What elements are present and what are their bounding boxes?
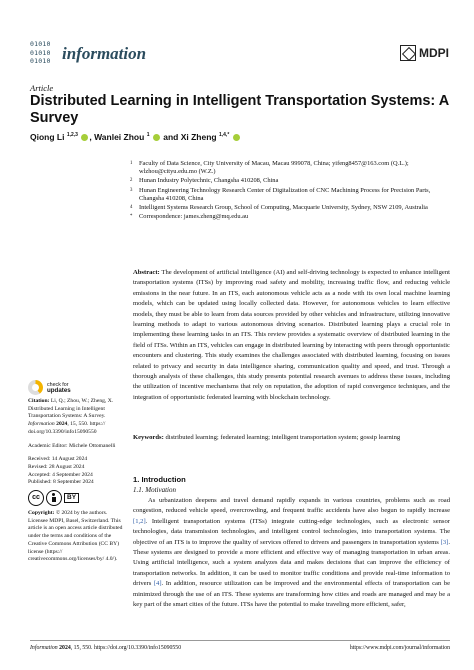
author-affil-sup: 1 — [146, 132, 150, 139]
check-updates-line2: updates — [47, 386, 71, 394]
journal-name[interactable]: information — [62, 44, 147, 63]
publisher-logo[interactable] — [400, 45, 449, 61]
footer-journal: Information — [30, 645, 58, 651]
affiliation-item — [130, 187, 450, 203]
article-type: Article — [30, 83, 54, 93]
article-title: Distributed Learning in Intelligent Transportation Systems: A Survey — [30, 93, 449, 126]
footer-divider — [30, 640, 450, 641]
affiliation-item — [130, 177, 450, 185]
copyright-label: Copyright: — [28, 510, 55, 517]
footer-doi[interactable]: , 15, 550. https://doi.org/10.3390/info15090550 — [70, 645, 182, 651]
affiliation-number: 3 — [130, 187, 133, 193]
citation-block — [28, 398, 126, 437]
orcid-icon[interactable] — [153, 134, 160, 141]
affiliation-item — [130, 160, 450, 176]
check-updates-line1: check for — [47, 381, 69, 388]
orcid-icon[interactable] — [233, 134, 240, 141]
keywords-label: Keywords: — [133, 434, 164, 441]
copyright-block — [28, 510, 126, 564]
mdpi-icon — [400, 45, 416, 61]
affiliation-number: * — [130, 214, 133, 220]
author-name[interactable]: Wanlei Zhou — [94, 132, 145, 142]
footer-journal-url[interactable]: https://www.mdpi.com/journal/information — [349, 645, 450, 651]
affiliation-text: Faculty of Data Science, City University of Macau, Macau 999078, China; yifeng8457@163.com (Q.L.); wlzhou@cityu.edu.mo (W.Z.) — [139, 160, 409, 176]
citation-text: Li, Q.; Zhou, W.; Zheng, X. Distributed Learning in Intelligent Transportation Systems: A Survey. — [28, 398, 114, 420]
body-paragraph — [133, 496, 450, 610]
section-heading: 1. Introduction — [133, 475, 186, 484]
check-updates-label — [47, 382, 71, 394]
author-list — [30, 132, 241, 142]
author-name[interactable]: Qiong Li — [30, 132, 65, 142]
journal-logo-icon — [30, 40, 60, 66]
affiliation-number: 2 — [130, 178, 133, 184]
citation-year: 2024 — [56, 421, 68, 428]
affiliation-number: 4 — [130, 205, 133, 211]
citation-link[interactable]: [3] — [440, 538, 449, 546]
attribution-icon — [46, 490, 62, 506]
author-affil-sup: 1,2,3 — [66, 132, 78, 139]
abstract — [133, 268, 450, 403]
author-affil-sup: 1,4,* — [218, 132, 230, 139]
cc-by-license-logo[interactable] — [28, 490, 126, 506]
logo-bits-row: 01010 — [30, 48, 51, 57]
footer-year: 2024 — [59, 645, 71, 651]
date-received: Received: 14 August 2024 — [28, 456, 88, 463]
citation-link[interactable]: [4] — [153, 580, 162, 588]
logo-bits-row: 01010 — [30, 40, 51, 48]
abstract-label: Abstract: — [133, 269, 160, 276]
keywords-text: distributed learning; federated learning; intelligent transportation system; gossip learning — [165, 434, 401, 441]
footer-citation — [30, 645, 181, 651]
orcid-icon[interactable] — [81, 134, 88, 141]
citation-doi[interactable]: , 15, 550. https:// doi.org/10.3390/info15090550 — [28, 421, 106, 435]
correspondence-text[interactable]: Correspondence: james.zheng@mq.edu.au — [139, 213, 249, 221]
sidebar-info — [28, 398, 126, 564]
citation-journal: Information — [28, 421, 55, 428]
citation-link[interactable]: [1,2] — [133, 517, 146, 525]
affiliation-text: Hunan Engineering Technology Research Center of Digitalization of CNC Machining Process for Precision Parts, Changsha 410208, China — [139, 186, 431, 202]
check-for-updates-button[interactable] — [28, 380, 71, 395]
author-separator: , — [89, 132, 92, 142]
date-revised: Revised: 28 August 2024 — [28, 463, 85, 470]
body-text-segment: . Intelligent transportation systems (ITSs) integrate cutting-edge technologies, such as electronic sensor technologies, data transmission technologies, and intelligent control technologies, into transportation systems. The objective of an ITS is to improve the quality of services offered to drivers and passengers in transportation systems — [133, 517, 450, 546]
keywords — [133, 433, 450, 442]
author-separator: and — [163, 132, 179, 142]
affiliation-text: Intelligent Systems Research Group, School of Computing, Macquarie University, Sydney, NSW 2109, Australia — [139, 204, 428, 212]
date-accepted: Accepted: 4 September 2024 — [28, 471, 93, 478]
abstract-text: The development of artificial intelligence (AI) and self-driving technology is expected to enhance intelligent transportation systems (ITSs) by improving road safety and mobility, increasing traffic flow, and reducing vehicle emissions in the near future. In an ITS, each autonomous vehicle acts as a node with its own local machine learning models, which can be updated using locally collected data. However, for autonomous vehicles to learn effective models, they must be able to learn from data sources provided by other vehicles and infrastructure, utilizing innovative learning methods to adapt to various autonomous driving scenarios. Distributed learning plays a crucial role in implementing these learning tasks in an ITS. This review provides a systematic overview of distributed learning in the field of ITSs. Within an ITS, vehicles can engage in distributed learning by interacting with peers through opportunistic encounters and clustering. This study examines the challenges associated with distributed learning, focusing on issues related to privacy and security in data intelligence sharing, communication quality and speed, and trust. Through a thorough analysis of these challenges, this study presents potential research avenues to address these issues, including the utilization of incentive mechanisms that rely on reputation, the adoption of rapid convergence techniques, and the integration of opportunistic federated learning with blockchain technology. — [133, 269, 450, 401]
author-name[interactable]: Xi Zheng — [180, 132, 217, 142]
copyright-text: © 2024 by the authors. Licensee MDPI, Basel, Switzerland. This article is an open access article distributed under the terms and conditions of the Creative Commons Attribution (CC BY) license (https:// creativecommons.org/licenses/by/ 4.0/). — [28, 510, 123, 563]
publisher-name: MDPI — [419, 46, 449, 60]
body-text-segment: . In addition, resource utilization can be improved and the environmental effects of transportation can be minimized through the use of an ITS. These systems are transforming how cities and roads are managed and may be a key part of the smart cities of the future. ITSs have the potential to make traveling more efficient, safer, — [133, 580, 450, 609]
affiliations — [130, 160, 450, 222]
body-text-segment: As urbanization deepens and travel demand rapidly expands in various countries, problems such as road congestion, reduced vehicle speed, overcrowding, and frequent traffic accidents have also begun to rapidly increase — [133, 497, 450, 515]
check-updates-icon — [28, 380, 43, 395]
subsection-heading: 1.1. Motivation — [133, 486, 176, 494]
body-text-segment: . These systems are designed to provide a more efficient and effective way of managing transportation in urban areas. Using artificial intelligence, such a system analyzes data and makes decisions that can improve the efficiency of transportation networks. In addition, it can be used to monitor traffic conditions and provide real-time information to drivers — [133, 538, 450, 588]
date-published: Published: 8 September 2024 — [28, 479, 94, 486]
logo-bits-row: 01010 — [30, 57, 51, 66]
cc-by-label: BY — [64, 493, 79, 503]
citation-label: Citation: — [28, 398, 50, 404]
affiliation-text: Hunan Industry Polytechnic, Changsha 410208, China — [139, 177, 279, 185]
affiliation-item — [130, 204, 450, 212]
affiliation-item — [130, 213, 450, 221]
affiliation-number: 1 — [130, 161, 133, 166]
academic-editor: Academic Editor: Michele Ottomanelli — [28, 442, 116, 449]
cc-icon: cc — [28, 490, 44, 506]
